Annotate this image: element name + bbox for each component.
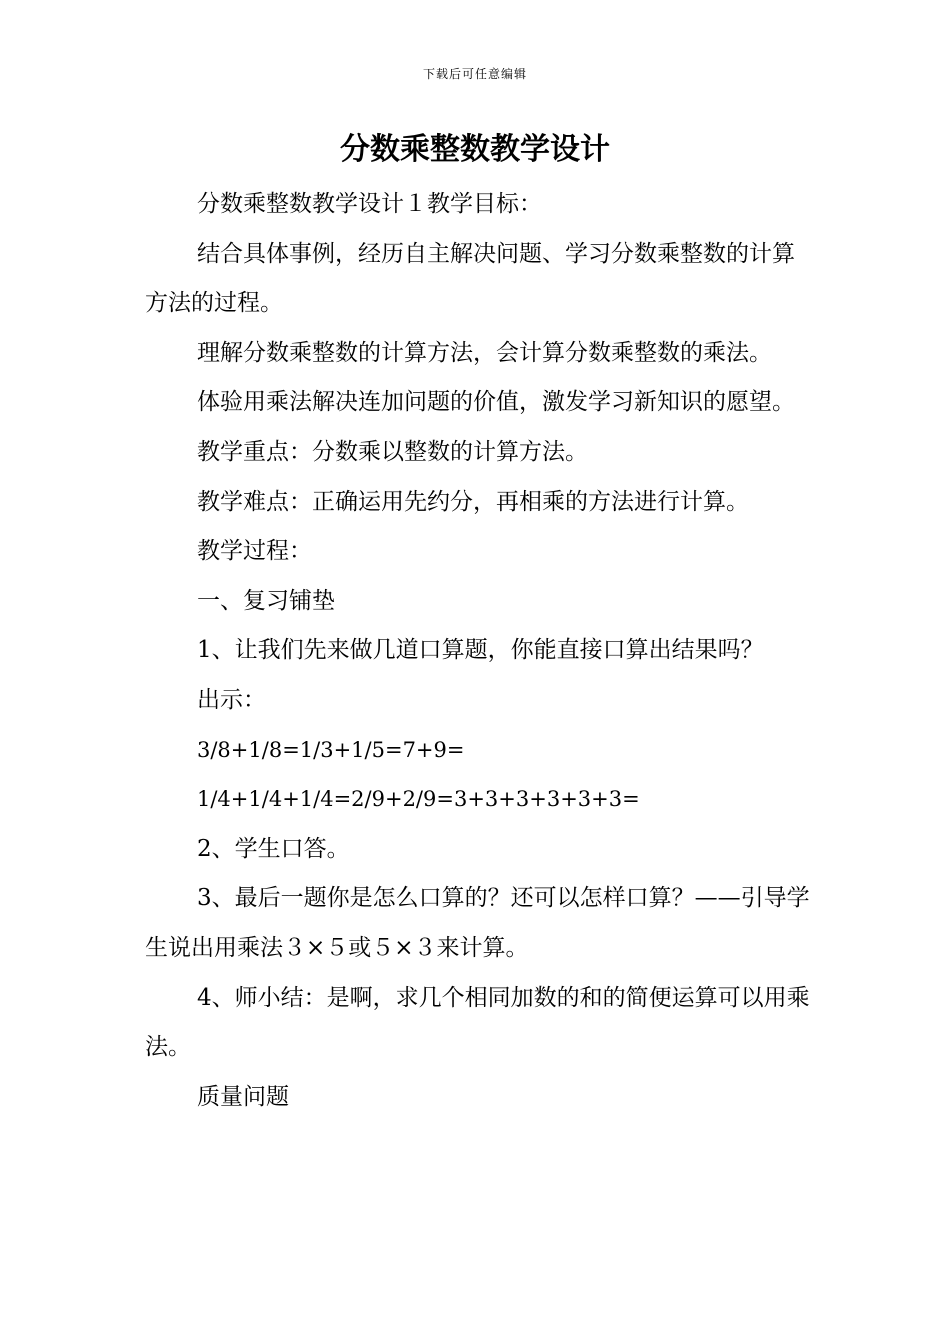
paragraph-quality-issue: 质量问题 [197,1083,289,1110]
document-body [145,180,810,1122]
paragraph-process-heading: 教学过程： [197,538,312,565]
paragraph-show: 出示： [197,686,266,713]
paragraph-expressions-1: 3/8+1/8=1/3+1/5=7+9= [197,737,465,762]
paragraph-step-2: 2、学生口答。 [197,835,350,862]
paragraph-objective-heading: 分数乘整数教学设计１教学目标： [197,191,542,217]
header-note: 下载后可任意编辑 [422,67,527,81]
document-title: 分数乘整数教学设计 [340,132,610,167]
paragraph-step-1: 1、让我们先来做几道口算题，你能直接口算出结果吗？ [197,637,764,664]
paragraph-step-4: 4、师小结：是啊，求几个相同加数的和的简便运算可以用乘法。 [145,984,810,1061]
paragraph-expressions-2: 1/4+1/4+1/4=2/9+2/9=3+3+3+3+3+3= [197,787,640,812]
paragraph-section-review: 一、复习铺垫 [197,587,335,614]
paragraph-step-3: 3、最后一题你是怎么口算的？还可以怎样口算？——引导学生说出用乘法３×５或５×３来计算。 [145,885,810,961]
paragraph-difficulty: 教学难点：正确运用先约分，再相乘的方法进行计算。 [197,488,749,515]
paragraph-objective-1: 结合具体事例，经历自主解决问题、学习分数乘整数的计算方法的过程。 [145,240,795,317]
paragraph-key-point: 教学重点：分数乘以整数的计算方法。 [197,438,588,465]
paragraph-objective-2: 理解分数乘整数的计算方法，会计算分数乘整数的乘法。 [197,339,772,366]
paragraph-objective-3: 体验用乘法解决连加问题的价值，激发学习新知识的愿望。 [197,389,795,416]
